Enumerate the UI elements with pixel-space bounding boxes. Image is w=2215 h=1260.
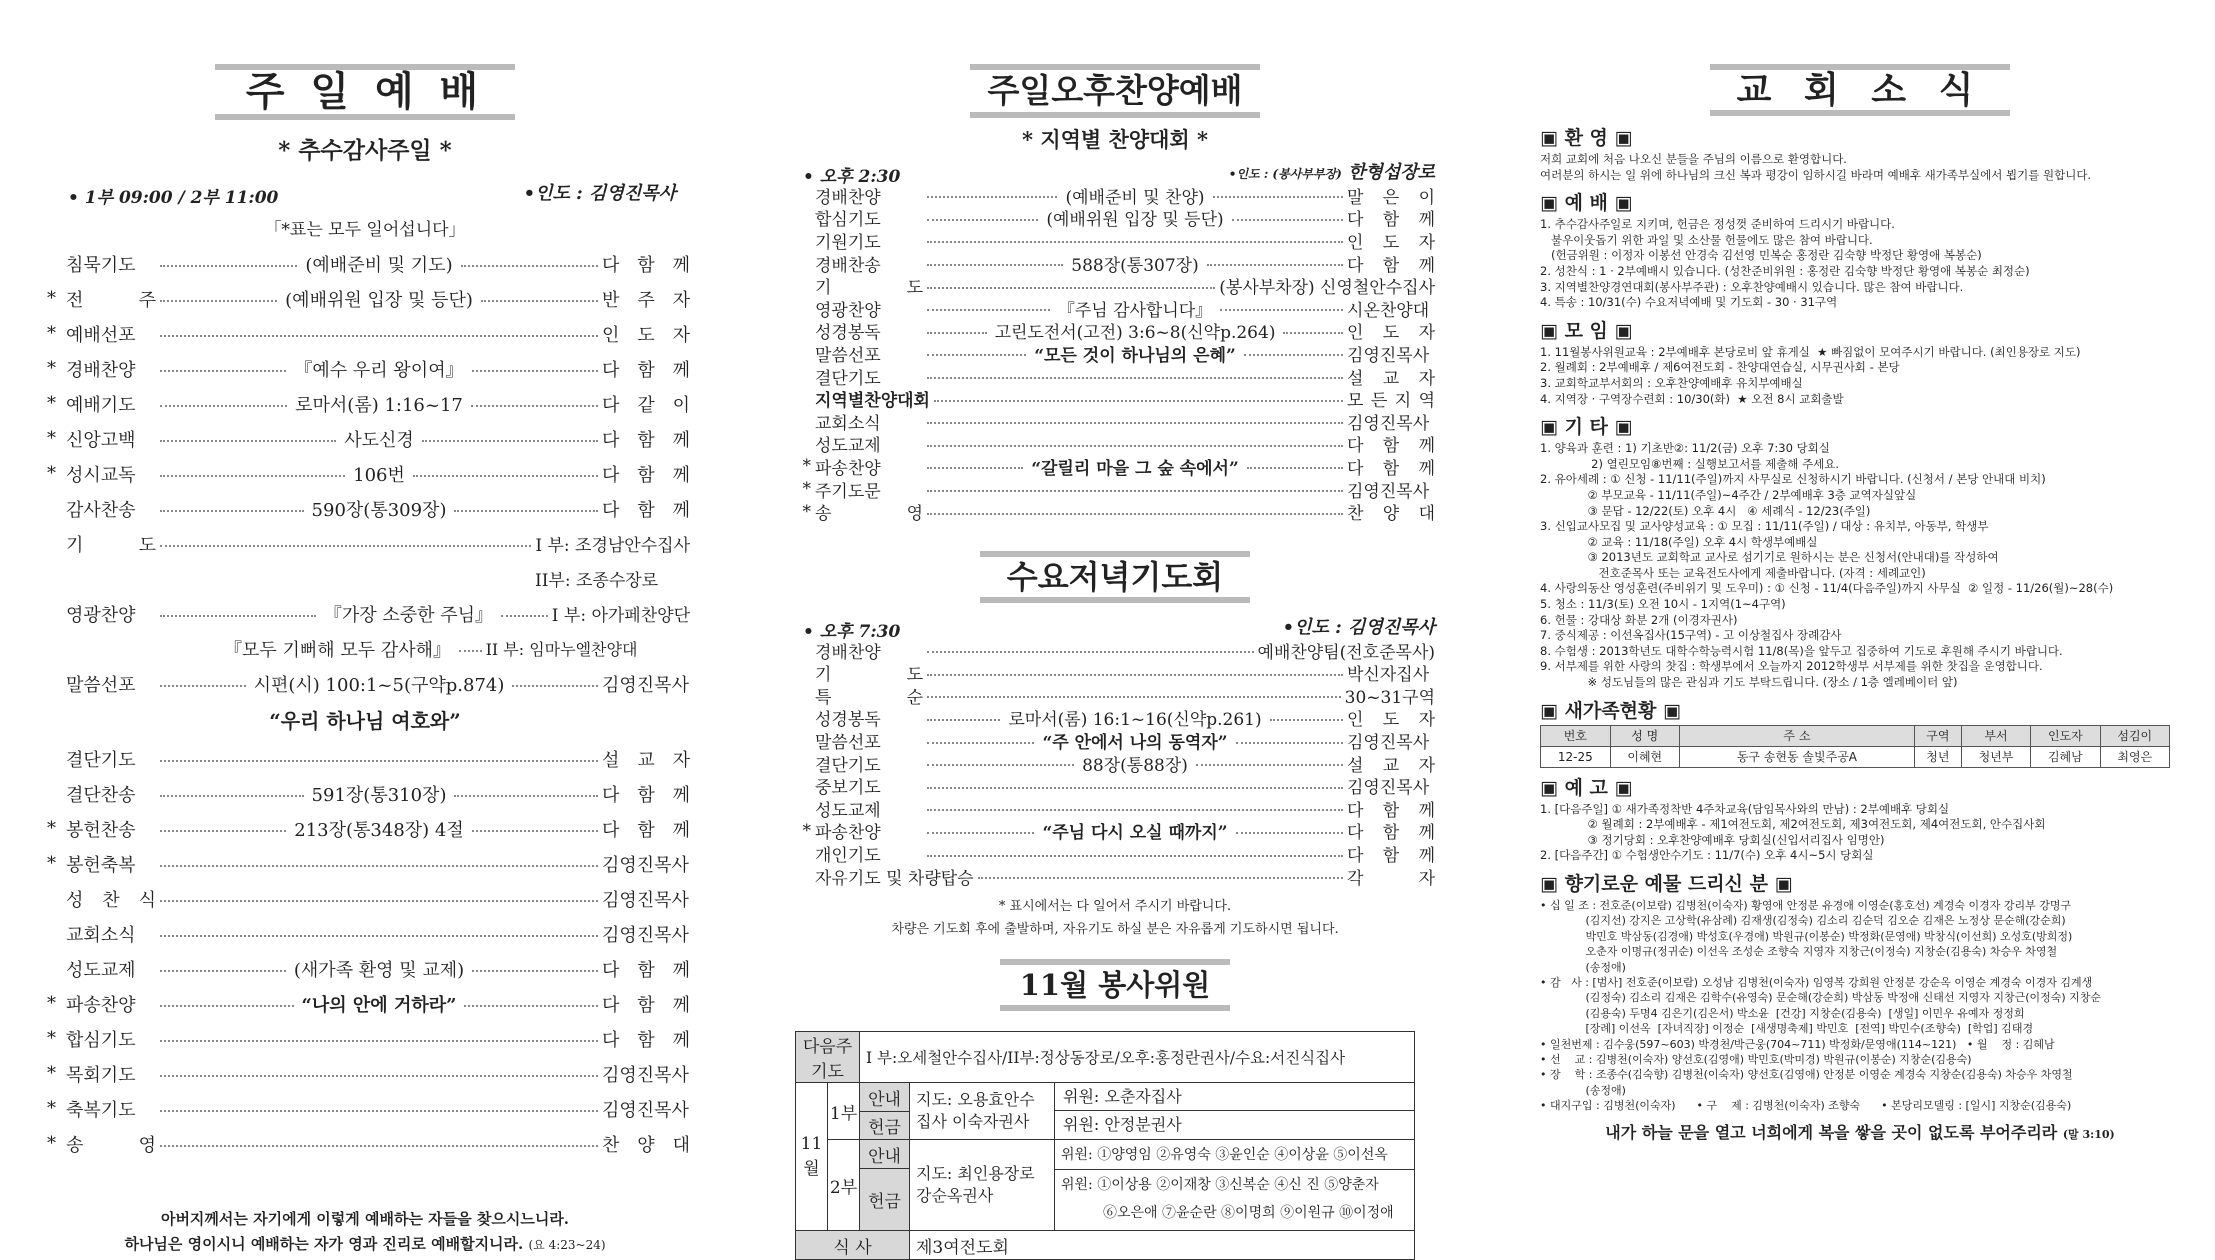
offering-line: 박민호 박삼동(김경애) 박성호(우경애) 박원규(이봉순) 박정화(문영애) 박창식(이선희) 오성호(방희정) xyxy=(1540,929,2073,943)
afternoon-order-row xyxy=(795,387,1435,410)
order-row-prayer: 기 도 I 부: 조경남안수집사 xyxy=(66,534,690,556)
part-1-cell: 1부 xyxy=(828,1083,860,1140)
order-row: * 전 주 (예배위원 입장 및 등단) 반 주 자 xyxy=(40,281,690,316)
wednesday-order-person: 다 함 께 xyxy=(1347,846,1435,867)
order-person: 설 교 자 xyxy=(602,749,690,771)
verse-line-2: 하나님은 영이시니 예배하는 자가 영과 진리로 예배할지니라. (요 4:23~24) xyxy=(124,1235,606,1253)
guide-cell-1: 안내 xyxy=(860,1083,910,1112)
order-person: 김영진목사 xyxy=(602,1064,689,1086)
part-1-guide: 지도: 오용효안수집사 이숙자권사 xyxy=(910,1083,1055,1139)
order-detail: 로마서(롬) 1:16~17 xyxy=(295,394,463,416)
order-label: 경배찬양 xyxy=(66,359,136,381)
wednesday-order-list xyxy=(795,639,1435,888)
worship-notice-line: 불우이웃돕기 위한 과일 및 소산물 헌물에도 많은 참여 바랍니다. xyxy=(1540,232,1873,247)
welcome-heading: ▣ 환 영 ▣ xyxy=(1540,127,1633,149)
order-row: * 예배기도 로마서(롬) 1:16~17 다 같 이 xyxy=(40,386,690,421)
new-family-header: 주 소 xyxy=(1679,725,1914,746)
offering-line: • 십 일 조 : 전호준(이보람) 김병천(이숙자) 황영애 안정분 유경애 이영순(홍호선) 계경숙 이경자 강리부 강명구 xyxy=(1540,899,2072,912)
afternoon-order-detail: (예배위원 입장 및 등단) xyxy=(1046,210,1224,231)
order-label: 결단기도 xyxy=(66,749,136,771)
wednesday-order-person: 30~31구역 xyxy=(1344,687,1435,708)
order-list-1 xyxy=(40,246,690,526)
wednesday-order-label: 성도교제 xyxy=(815,800,881,821)
etc-notice-line: 6. 헌물 : 강대상 화분 2개 (이경자권사) xyxy=(1540,612,1738,627)
order-detail: (예배위원 입장 및 등단) xyxy=(285,289,473,311)
new-family-header: 섬김이 xyxy=(2100,725,2169,746)
order-detail: 106번 xyxy=(353,464,405,486)
order-person: 인 도 자 xyxy=(602,324,690,346)
afternoon-order-detail: 고린도전서(고전) 3:6~8(신약p.264) xyxy=(994,323,1276,344)
order-row: * 봉헌축복 김영진목사 xyxy=(40,846,690,881)
order-list-2 xyxy=(40,741,690,1161)
closing-verse xyxy=(40,1207,690,1258)
wednesday-order-person: 인 도 자 xyxy=(1347,710,1436,731)
offering-line: (송정애) xyxy=(1540,1083,1626,1097)
wednesday-order-label: 중보기도 xyxy=(815,778,881,799)
etc-notice-line: 전호준목사 또는 교육전도사에게 제출바랍니다. (자격 : 세례교인) xyxy=(1540,565,1926,580)
wednesday-order-label: 성경봉독 xyxy=(815,710,881,731)
order-row: * 경배찬양 『예수 우리 왕이여』 다 함 께 xyxy=(40,351,690,386)
order-row: * 합심기도 다 함 께 xyxy=(40,1021,690,1056)
meeting-notice-line: 1. 11월봉사위원교육 : 2부예배후 본당로비 앞 휴게실 ★ 빠짐없이 모여주시기 바랍니다. (최인용장로 지도) xyxy=(1540,344,2081,359)
order-row: * 예배선포 인 도 자 xyxy=(40,316,690,351)
month-cell: 11월 xyxy=(796,1083,828,1231)
wednesday-order-row xyxy=(795,797,1435,820)
afternoon-worship-subtitle: * 지역별 찬양대회 * xyxy=(1022,127,1208,152)
offering-line: • 감 사 : [범사] 전호준(이보람) 오성남 김병천(이숙자) 임영복 강희원 안정분 강순옥 이영순 계경숙 이경자 김계생 xyxy=(1540,976,2093,990)
next-prayer-label: 다음주기도 xyxy=(796,1032,860,1083)
wednesday-time: • 오후 7:30 xyxy=(803,621,901,642)
order-label: 결단찬송 xyxy=(66,784,136,806)
church-news-title: 교 회 소 식 xyxy=(1710,64,2010,116)
afternoon-order-detail: “모든 것이 하나님의 은혜” xyxy=(1034,345,1236,366)
new-family-cell: 최영은 xyxy=(2100,746,2169,767)
order-row xyxy=(40,741,690,776)
afternoon-order-person: 찬 양 대 xyxy=(1347,504,1435,525)
afternoon-worship-title: 주일오후찬양예배 xyxy=(970,64,1260,118)
wednesday-order-label: 결단기도 xyxy=(815,755,881,776)
offering-heading: ▣ 향기로운 예물 드리신 분 ▣ xyxy=(1540,873,1793,895)
afternoon-order-person: 김영진목사 xyxy=(1347,481,1430,502)
new-family-heading: ▣ 새가족현황 ▣ xyxy=(1540,699,1681,722)
order-row: * 파송찬양 “나의 안에 거하라” 다 함 께 xyxy=(40,986,690,1021)
new-family-header: 구역 xyxy=(1914,725,1961,746)
offering-list xyxy=(1540,898,2180,1114)
etc-notice-line: ② 교육 : 11/18(주일) 오후 4시 학생부예배실 xyxy=(1540,534,1818,549)
wednesday-order-person: 다 함 께 xyxy=(1347,800,1435,821)
wednesday-order-label: 기 도 xyxy=(815,665,923,686)
wednesday-prayer-title: 수요저녁기도회 xyxy=(980,551,1250,603)
afternoon-order-row xyxy=(795,433,1435,456)
order-label: 침묵기도 xyxy=(66,254,136,276)
new-family-header: 부서 xyxy=(1961,725,2030,746)
etc-notice-line: 5. 청소 : 11/3(토) 오전 10시 - 1지역(1~4구역) xyxy=(1540,597,1786,612)
wednesday-order-person: 김영진목사 xyxy=(1347,733,1430,754)
worship-notice-line: 3. 지역별찬양경연대회(봉사부주관) : 오후찬양예배시 있습니다. 많은 참여 바랍니다. xyxy=(1540,279,1964,294)
part-2-cell: 2부 xyxy=(828,1140,860,1231)
meal-label: 식 사 xyxy=(796,1231,910,1260)
order-detail: 사도신경 xyxy=(344,429,414,451)
meeting-notice-line: 4. 지역장 · 구역장수련회 : 10/30(화) ★ 오전 8시 교회출발 xyxy=(1540,391,1844,406)
order-detail: “나의 안에 거하라” xyxy=(301,994,457,1016)
order-person: 김영진목사 xyxy=(602,889,689,911)
order-label: 송 영 xyxy=(66,1134,156,1156)
offering-line: [장례] 이선옥 [자녀직장] 이정순 [새생명축제] 박민호 [전역] 박민수(조향숙) [학업] 김태경 xyxy=(1540,1022,2034,1036)
new-family-header: 성 명 xyxy=(1610,725,1679,746)
afternoon-order-person: 모 든 지 역 xyxy=(1347,391,1435,412)
november-volunteers-title: 11월 봉사위원 xyxy=(1000,959,1230,1011)
notice-heading: ▣ 예 고 ▣ xyxy=(1540,776,1633,799)
afternoon-order-label: 경배찬송 xyxy=(815,255,881,276)
afternoon-order-person: (봉사부차장) 신영철안수집사 xyxy=(1219,278,1435,299)
afternoon-order-row xyxy=(795,365,1435,388)
offering-line: • 선 교 : 김병천(이숙자) 양선호(김영애) 박민호(박미경) 박원규(이봉순) 지창순(김용숙) xyxy=(1540,1053,1972,1067)
order-label: 예배기도 xyxy=(66,394,136,416)
order-row: * 봉헌찬송 213장(통348장) 4절 다 함 께 xyxy=(40,811,690,846)
order-person: 다 함 께 xyxy=(602,959,691,981)
part-2-offering-committee-2: ⑥오은애 ⑦윤순란 ⑧이명희 ⑨이원규 ⑩이정애 xyxy=(1103,1205,1394,1222)
wednesday-order-detail: 88장(통88장) xyxy=(1082,755,1188,776)
order-person: 다 같 이 xyxy=(602,394,691,416)
offering-line: (김용숙) 두명4 김은기(김은서) 박소윤 [건강] 지창순(김용숙) [생일] 이민우 유예자 정정희 xyxy=(1540,1006,2025,1020)
worship-leader: •인도 : 김영진목사 xyxy=(523,183,676,204)
part-2-offering-committee: 위원: ①이상용 ②이재창 ③신복순 ④신 진 ⑤양춘자 xyxy=(1061,1177,1379,1194)
order-row: * 목회기도 김영진목사 xyxy=(40,1056,690,1091)
afternoon-order-row: * 파송찬양 “갈릴리 마을 그 숲 속에서” 다 함 께 xyxy=(795,455,1435,478)
afternoon-order-row xyxy=(795,229,1435,252)
afternoon-time: • 오후 2:30 xyxy=(803,167,901,187)
etc-notice-line: 1. 양육과 훈련 : 1) 기초반②: 11/2(금) 오후 7:30 당회실 xyxy=(1540,441,1830,456)
afternoon-order-detail: 588장(통307장) xyxy=(1071,255,1199,276)
new-family-cell: 동구 송현동 솔빛주공A xyxy=(1679,746,1914,767)
upcoming-notice-line: 1. [다음주일] ① 새가족정착반 4주차교육(담임목사와의 만남) : 2부예배후 당회실 xyxy=(1540,801,1950,816)
part-1-guide-committee: 위원: 오춘자집사 xyxy=(1055,1083,1414,1111)
order-person: 다 함 께 xyxy=(602,499,691,521)
new-family-header: 번호 xyxy=(1541,725,1611,746)
etc-notice-line: 4. 사랑의동산 영성훈련(주비위기 및 도우미) : ① 신청 - 11/4(다음주일)까지 사무실 ② 일정 - 11/26(월)~28(수) xyxy=(1540,581,2114,596)
order-row xyxy=(40,881,690,916)
etc-notice-line: ② 부모교육 - 11/11(주일)~4주간 / 2부예배후 3층 교역자실앞실 xyxy=(1540,487,1917,502)
order-row: * 성시교독 106번 다 함 께 xyxy=(40,456,690,491)
order-detail: (새가족 환영 및 교제) xyxy=(293,959,465,981)
afternoon-order-person: 말 은 이 xyxy=(1347,187,1435,208)
order-label: 축복기도 xyxy=(66,1099,136,1121)
worship-time: • 1부 09:00 / 2부 11:00 xyxy=(68,188,279,208)
wednesday-order-row: * 파송찬양 “주님 다시 오실 때까지” 다 함 께 xyxy=(795,820,1435,843)
order-person: 김영진목사 xyxy=(602,924,689,946)
order-row-prayer-2: II부: 조종수장로 xyxy=(535,571,659,591)
wednesday-order-detail: 로마서(롬) 16:1~16(신약p.261) xyxy=(1008,710,1262,731)
order-person: 다 함 께 xyxy=(602,819,691,841)
new-family-cell: 이혜현 xyxy=(1610,746,1679,767)
order-label: 성시교독 xyxy=(66,464,136,486)
wednesday-order-row xyxy=(795,752,1435,775)
wednesday-order-person: 각 자 xyxy=(1347,868,1435,889)
afternoon-order-person: 인 도 자 xyxy=(1347,232,1435,253)
afternoon-order-person: 다 함 께 xyxy=(1347,255,1435,276)
afternoon-worship-column xyxy=(795,0,1436,1258)
wednesday-order-row xyxy=(795,662,1435,685)
upcoming-notice-line: ③ 정기당회 : 오후찬양예배후 당회실(신입서리집사 임명안) xyxy=(1540,832,1885,847)
standing-note: 「*표는 모두 일어섭니다」 xyxy=(264,220,466,240)
order-detail: (예배준비 및 기도) xyxy=(305,254,453,276)
order-detail: 213장(통348장) 4절 xyxy=(294,819,464,841)
afternoon-order-row xyxy=(795,207,1435,230)
upcoming-notices xyxy=(1540,802,2180,864)
afternoon-order-row xyxy=(795,252,1435,275)
afternoon-order-row xyxy=(795,410,1435,433)
afternoon-leader: •인도 : (봉사부부장) 한형섭장로 xyxy=(1228,162,1435,183)
wednesday-order-row xyxy=(795,865,1435,888)
afternoon-order-label: 파송찬양 xyxy=(815,458,881,479)
worship-notices xyxy=(1540,217,2180,311)
afternoon-order-person: 김영진목사 xyxy=(1347,413,1430,434)
order-row xyxy=(40,491,690,526)
order-person: 다 함 께 xyxy=(602,1029,690,1051)
afternoon-order-person: 다 함 께 xyxy=(1347,210,1435,231)
order-person: 다 함 께 xyxy=(602,784,691,806)
wednesday-order-label: 파송찬양 xyxy=(815,823,881,844)
order-label: 감사찬송 xyxy=(66,499,136,521)
afternoon-order-label: 성도교제 xyxy=(815,436,881,457)
order-detail: 590장(통309장) xyxy=(311,499,447,521)
wednesday-order-detail: “주 안에서 나의 동역자” xyxy=(1042,733,1228,754)
wednesday-order-label: 말씀선포 xyxy=(815,733,881,754)
meeting-notices xyxy=(1540,345,2180,407)
verse-line-1: 아버지께서는 자기에게 이렇게 예배하는 자들을 찾으시느니라. xyxy=(160,1210,570,1228)
afternoon-order-label: 지역별찬양대회 xyxy=(815,391,930,412)
worship-notice-line: 2. 성찬식 : 1 · 2부예배시 있습니다. (성찬준비위원 : 홍정란 김숙향 박정단 황영애 복봉순 최정순) xyxy=(1540,263,2030,278)
afternoon-order-label: 성경봉독 xyxy=(815,323,881,344)
order-person: 다 함 께 xyxy=(602,429,690,451)
order-person: 다 함 께 xyxy=(602,254,690,276)
order-label: 봉헌찬송 xyxy=(66,819,136,841)
wednesday-order-row xyxy=(795,729,1435,752)
wednesday-leader: •인도 : 김영진목사 xyxy=(1282,616,1435,638)
etc-heading: ▣ 기 타 ▣ xyxy=(1540,416,1633,439)
offering-line: • 장 학 : 조종수(김숙향) 김병천(이숙자) 양선호(김영애) 안정분 이영순 계경숙 지창순(김용숙) 차승우 차영철 xyxy=(1540,1068,2073,1082)
order-person: 다 함 께 xyxy=(602,359,691,381)
order-row: * 축복기도 김영진목사 xyxy=(40,1091,690,1126)
etc-notice-line: 2) 열린모임⑧번째 : 실행보고서를 제출해 주세요. xyxy=(1540,456,1840,471)
order-row xyxy=(40,916,690,951)
wednesday-order-label: 특 순 xyxy=(815,687,923,708)
worship-notice-line: 4. 특송 : 10/31(수) 수요저녁예배 및 기도회 - 30 · 31구역 xyxy=(1540,295,1838,310)
next-prayer-value: I 부:오세철안수집사/II부:정상동장로/오후:홍정란권사/수요:서진식집사 xyxy=(860,1032,1415,1083)
sunday-worship-subtitle: * 추수감사주일 * xyxy=(278,137,452,164)
sermon-title: “우리 하나님 여호와” xyxy=(269,709,461,733)
etc-notice-line: 9. 서부제를 위한 사랑의 찻집 : 학생부에서 오늘까지 2012학생부 서부제를 위한 찻집을 운영합니다. xyxy=(1540,659,2043,674)
order-row-sermon: 말씀선포 시편(시) 100:1~5(구약p.874) 김영진목사 xyxy=(66,674,689,696)
wednesday-order-label: 경배찬양 xyxy=(815,642,881,663)
new-family-table xyxy=(1540,725,2170,768)
afternoon-order-person: 다 함 께 xyxy=(1347,458,1436,479)
afternoon-order-row xyxy=(795,184,1435,207)
afternoon-meta xyxy=(795,158,1435,187)
sunday-worship-column xyxy=(40,0,691,1253)
etc-notices xyxy=(1540,441,2180,691)
afternoon-order-row xyxy=(795,320,1435,343)
offering-cell-2: 헌금 xyxy=(860,1168,910,1231)
order-person: 다 함 께 xyxy=(602,464,690,486)
afternoon-order-label: 말씀선포 xyxy=(815,345,881,366)
part-2-body xyxy=(910,1140,1415,1231)
afternoon-order-row xyxy=(795,342,1435,365)
afternoon-order-label: 영광찬양 xyxy=(815,300,881,321)
afternoon-order-person: 다 함 께 xyxy=(1347,436,1435,457)
wednesday-order-row xyxy=(795,707,1435,730)
etc-notice-line: ③ 문답 - 12/22(토) 오후 4시 ④ 세례식 - 12/23(주일) xyxy=(1540,503,1871,518)
afternoon-order-label: 기원기도 xyxy=(815,232,881,253)
afternoon-order-person: 시온찬양대 xyxy=(1347,300,1430,321)
new-family-cell: 청년 xyxy=(1914,746,1961,767)
wednesday-order-person: 김영진목사 xyxy=(1347,778,1430,799)
wednesday-order-person: 박신자집사 xyxy=(1347,665,1430,686)
etc-notice-line: ※ 성도님들의 많은 관심과 기도 부탁드립니다. (장소 / 1층 엘레베이터 앞) xyxy=(1540,675,1958,690)
offering-line: (송정애) xyxy=(1540,960,1626,974)
wednesday-order-row xyxy=(795,842,1435,865)
etc-notice-line: 2. 유아세례 : ① 신청 - 11/11(주일)까지 사무실로 신청하시기 바랍니다. (신청서 / 본당 안내대 비치) xyxy=(1540,472,2046,487)
wednesday-order-row xyxy=(795,684,1435,707)
upcoming-notice-line: 2. [다음주간] ① 수험생안수기도 : 11/7(수) 오후 4시~5시 당회실 xyxy=(1540,848,1874,863)
afternoon-order-list xyxy=(795,184,1435,523)
sunday-worship-title: 주 일 예 배 xyxy=(215,64,515,120)
order-row xyxy=(40,246,690,281)
offering-line: • 대지구입 : 김병천(이숙자) • 구 제 : 김병천(이숙자) 조향숙 • 본당리모델링 : [일시] 지창순(김용숙) xyxy=(1540,1099,2072,1113)
new-family-header: 인도자 xyxy=(2031,725,2100,746)
afternoon-order-row xyxy=(795,274,1435,297)
guide-cell-2: 안내 xyxy=(860,1140,910,1168)
afternoon-order-label: 기 도 xyxy=(815,278,923,299)
offering-line: • 일천번제 : 김수웅(597~603) 박경천/박근웅(704~711) 박정화/문영애(114~121) • 월 정 : 김혜남 xyxy=(1540,1037,2055,1051)
wednesday-order-person: 예배찬양팀(전호준목사) xyxy=(1257,642,1435,663)
afternoon-order-label: 주기도문 xyxy=(815,481,881,502)
order-label: 신앙고백 xyxy=(66,429,136,451)
order-person: 김영진목사 xyxy=(602,1099,689,1121)
order-label: 성도교제 xyxy=(66,959,136,981)
afternoon-order-label: 결단기도 xyxy=(815,368,881,389)
offering-line: 오춘자 이명규(정귀순) 이선옥 조성순 조향숙 지영자 지창근(이정숙) 지창순(김용숙) 차승우 차영철 xyxy=(1540,945,2058,959)
meeting-heading: ▣ 모 임 ▣ xyxy=(1540,319,1633,342)
worship-heading: ▣ 예 배 ▣ xyxy=(1540,192,1633,215)
afternoon-order-person: 인 도 자 xyxy=(1347,323,1436,344)
afternoon-order-row: * 송 영 찬 양 대 xyxy=(795,500,1435,523)
order-label: 성 찬 식 xyxy=(66,889,156,911)
afternoon-order-person: 설 교 자 xyxy=(1347,368,1435,389)
order-row-praise: 영광찬양 『가장 소중한 주님』 I 부: 아가페찬양단 xyxy=(66,604,690,626)
meeting-notice-line: 2. 월례회 : 2부예배후 / 제6여전도회 - 찬양대연습실, 시무권사회 - 본당 xyxy=(1540,360,1900,375)
afternoon-order-row: * 주기도문 김영진목사 xyxy=(795,478,1435,501)
order-label: 전 주 xyxy=(66,289,156,311)
new-family-cell: 12-25 xyxy=(1541,746,1611,767)
offering-line: (김정숙) 김소리 김재은 김학수(유영숙) 문순해(강순희) 박삼동 박정애 신태선 지영자 지창근(이정숙) 지창순 xyxy=(1540,991,2102,1005)
etc-notice-line: 3. 신입교사모집 및 교사양성교육 : ① 모집 : 11/11(주일) / 대상 : 유치부, 아동부, 학생부 xyxy=(1540,519,1989,534)
order-person: 다 함 께 xyxy=(602,994,690,1016)
wednesday-order-label: 개인기도 xyxy=(815,846,881,867)
afternoon-order-detail: “갈릴리 마을 그 숲 속에서” xyxy=(1031,458,1239,479)
new-family-cell: 김혜남 xyxy=(2031,746,2100,767)
order-person: 반 주 자 xyxy=(602,289,691,311)
part-1-body xyxy=(910,1083,1415,1140)
wednesday-meta xyxy=(795,613,1435,642)
offering-cell-1: 헌금 xyxy=(860,1111,910,1140)
upcoming-notice-line: ② 월례회 : 2부예배후 - 제1여전도회, 제2여전도회, 제3여전도회, 제4여전도회, 안수집사회 xyxy=(1540,817,2046,832)
etc-notice-line: 8. 수험생 : 2013학년도 대학수학능력시험 11/8(목)을 앞두고 집중하여 기도로 후원해 주시기 바랍니다. xyxy=(1540,643,2063,658)
order-row xyxy=(40,951,690,986)
order-label: 합심기도 xyxy=(66,1029,136,1051)
wednesday-order-detail: “주님 다시 오실 때까지” xyxy=(1042,823,1228,844)
order-person: 찬 양 대 xyxy=(602,1134,690,1156)
meeting-notice-line: 3. 교회학교부서회의 : 오후찬양예배후 유치부예배실 xyxy=(1540,375,1803,390)
order-label: 예배선포 xyxy=(66,324,136,346)
afternoon-order-row xyxy=(795,297,1435,320)
order-row-praise-2: 『모두 기뻐해 모두 감사해』 II 부: 임마누엘찬양대 xyxy=(224,639,638,661)
afternoon-order-person: 김영진목사 xyxy=(1347,345,1430,366)
etc-notice-line: ③ 2013년도 교회학교 교사로 섬기기로 원하시는 분은 신청서(안내대)를 작성하여 xyxy=(1540,550,1999,565)
order-person: 김영진목사 xyxy=(602,854,689,876)
volunteer-table xyxy=(795,1031,1415,1260)
wednesday-order-label: 자유기도 및 차량탑승 xyxy=(815,868,974,889)
new-family-cell: 청년부 xyxy=(1961,746,2030,767)
order-row xyxy=(40,776,690,811)
etc-notice-line: 7. 중식제공 : 이선옥집사(15구역) - 고 이상철집사 장례감사 xyxy=(1540,628,1842,643)
order-detail: 『예수 우리 왕이여』 xyxy=(294,359,464,381)
order-label: 교회소식 xyxy=(66,924,136,946)
worship-notice-line: 1. 추수감사주일로 지키며, 헌금은 정성껏 준비하여 드리시기 바랍니다. xyxy=(1540,217,1895,232)
part-2-guide: 지도: 최인용장로 강순옥권사 xyxy=(910,1140,1055,1230)
wednesday-order-person: 다 함 께 xyxy=(1347,823,1435,844)
afternoon-order-detail: 『주님 감사합니다』 xyxy=(1057,300,1213,321)
wednesday-order-row xyxy=(795,639,1435,662)
welcome-line: 여러분의 하시는 일 위에 하나님의 크신 복과 평강이 임하시길 바라며 예배후 새가족부실에서 뵙기를 원합니다. xyxy=(1540,167,2092,182)
wednesday-order-row xyxy=(795,774,1435,797)
afternoon-order-label: 교회소식 xyxy=(815,413,881,434)
wednesday-note-2: 차량은 기도회 후에 출발하며, 자유기도 하실 분은 자유롭게 기도하시면 됩니다. xyxy=(891,922,1339,938)
order-label: 목회기도 xyxy=(66,1064,136,1086)
order-row: * 신앙고백 사도신경 다 함 께 xyxy=(40,421,690,456)
worship-notice-line: (헌금위원 : 이정자 이봉선 안경숙 김선영 민복순 홍정란 김숙향 박정단 황영애 복봉순) xyxy=(1540,248,1982,263)
part-1-offering-committee: 위원: 안정분권사 xyxy=(1063,1115,1182,1135)
welcome-line: 저희 교회에 처음 나오신 분들을 주님의 이름으로 환영합니다. xyxy=(1540,152,1847,166)
order-row: * 송 영 찬 양 대 xyxy=(40,1126,690,1161)
closing-verse-3: 내가 하늘 문을 열고 너희에게 복을 쌓을 곳이 없도록 부어주리라 (말 3:10) xyxy=(1605,1122,2115,1142)
order-detail: 591장(통310장) xyxy=(311,784,447,806)
offering-line: (김지선) 강지은 고상학(유삼례) 김재생(김정숙) 김소리 김순덕 김오순 김재은 노정상 문순해(강순희) xyxy=(1540,914,2066,928)
church-news-column xyxy=(1540,0,2180,1240)
afternoon-order-label: 경배찬양 xyxy=(815,187,881,208)
part-2-guide-committee: 위원: ①양영임 ②유영숙 ③윤인순 ④이상윤 ⑤이선옥 xyxy=(1055,1140,1414,1170)
sunday-worship-meta xyxy=(40,179,690,209)
afternoon-order-label: 송 영 xyxy=(815,504,923,525)
welcome-text xyxy=(1540,152,2180,183)
wednesday-note-1: * 표시에서는 다 일어서 주시기 바랍니다. xyxy=(998,899,1232,915)
order-label: 파송찬양 xyxy=(66,994,136,1016)
order-label: 봉헌축복 xyxy=(66,854,136,876)
afternoon-order-label: 합심기도 xyxy=(815,210,881,231)
meal-value: 제3여전도회 xyxy=(910,1231,1415,1260)
wednesday-order-person: 설 교 자 xyxy=(1347,755,1436,776)
afternoon-order-detail: (예배준비 및 찬양) xyxy=(1065,187,1205,208)
